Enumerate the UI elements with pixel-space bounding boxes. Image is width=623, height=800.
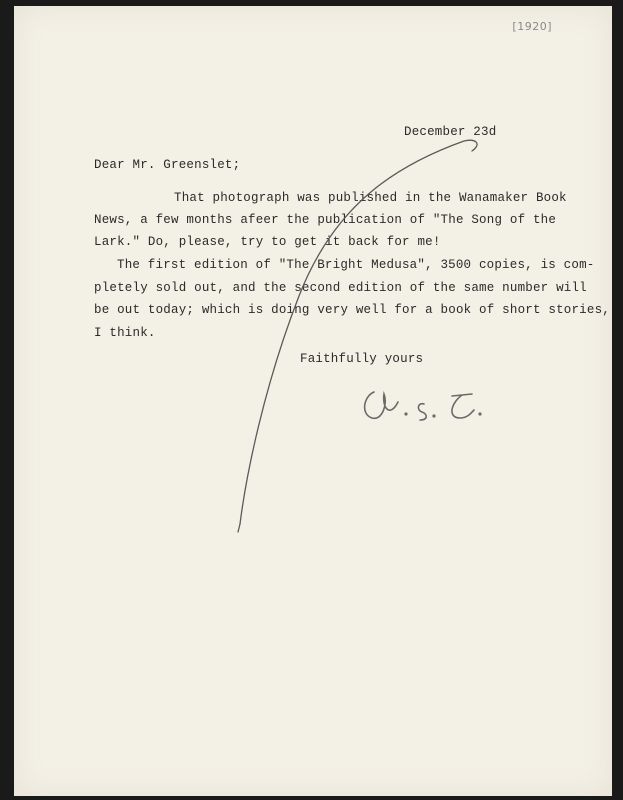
archive-note: [1920] [512, 20, 552, 33]
paragraph-2-line-2: pletely sold out, and the second edition of the same number will [94, 281, 587, 295]
letter-page [14, 6, 612, 796]
paragraph-2-line-3: be out today; which is doing very well for a book of short stories, [94, 303, 610, 317]
paragraph-1-line-3: Lark." Do, please, try to get it back for me! [94, 235, 441, 249]
paragraph-2-line-1: The first edition of "The Bright Medusa", 3500 copies, is com- [117, 258, 595, 272]
closing: Faithfully yours [300, 352, 424, 366]
pencil-stroke [14, 6, 612, 796]
paragraph-1-line-2: News, a few months afeer the publication of "The Song of the [94, 213, 557, 227]
paragraph-1-line-1: That photograph was published in the Wanamaker Book [174, 191, 567, 205]
letter-date: December 23d [404, 125, 497, 139]
salutation: Dear Mr. Greenslet; [94, 158, 241, 172]
handwritten-signature [354, 374, 514, 434]
paragraph-2-line-4: I think. [94, 326, 156, 340]
